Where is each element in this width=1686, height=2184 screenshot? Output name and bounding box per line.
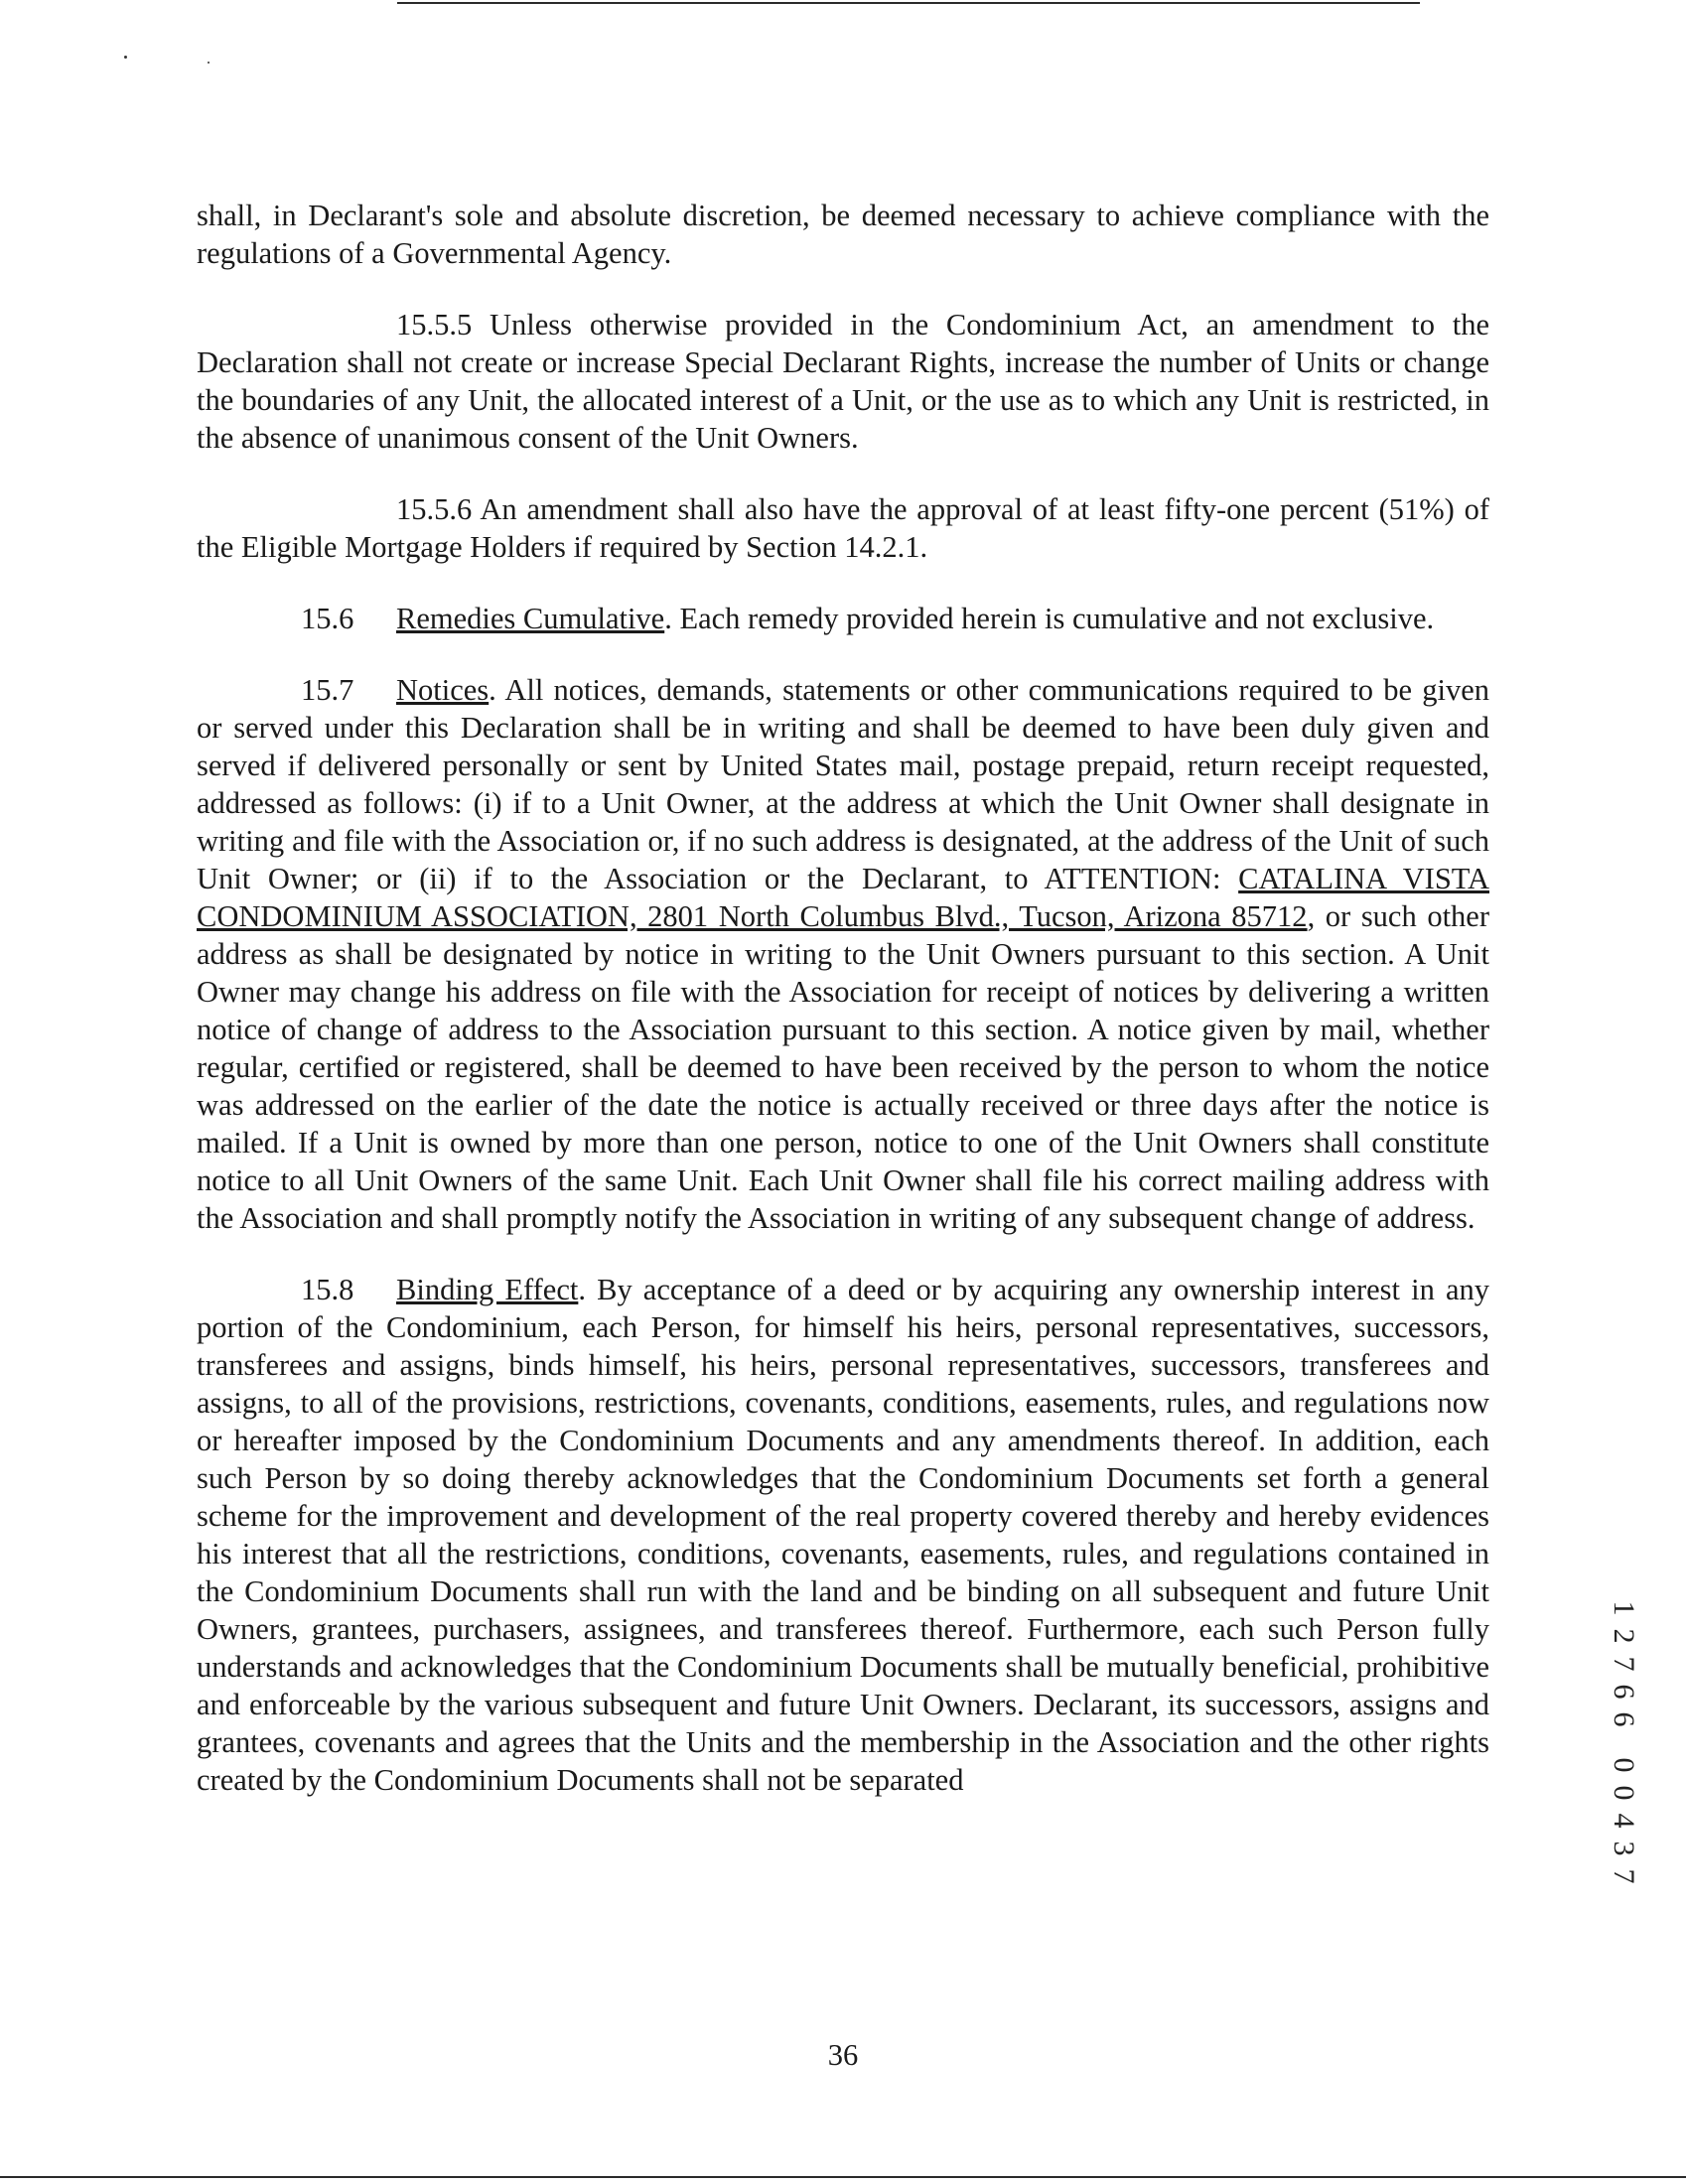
stamp-digit: 1	[1608, 1600, 1640, 1616]
section-body: . By acceptance of a deed or by acquiring any ownership interest in any portion of the Condominium, each Person, for himself his heirs, personal representatives, successors, transferees and assigns, binds himself, his heirs, personal representatives, successors, transferees and assigns, to all of the provisions, restrictions, covenants, conditions, easements, rules, and regulations now or hereafter imposed by the Condominium Documents and any amendments thereof. In addition, each such Person by so doing thereby acknowledges that the Condominium Documents set forth a general scheme for the improvement and development of the real property covered thereby and hereby evidences his interest that all the restrictions, conditions, covenants, easements, rules, and regulations contained in the Condominium Documents shall run with the land and be binding on all subsequent and future Unit Owners, grantees, purchasers, assignees, and transferees thereof. Furthermore, each such Person fully understands and acknowledges that the Condominium Documents shall be mutually beneficial, prohibitive and enforceable by the various subsequent and future Unit Owners. Declarant, its successors, assigns and grantees, covenants and agrees that the Units and the membership in the Association and the other rights created by the Condominium Documents shall not be separated	[197, 1273, 1490, 1797]
association-address: CATALINA VISTA CONDOMINIUM ASSOCIATION, 2801 North Columbus Blvd., Tucson, Arizona 85712	[197, 862, 1489, 933]
section-body: . Each remedy provided herein is cumulative and not exclusive.	[664, 602, 1435, 635]
scan-top-border	[397, 2, 1420, 4]
paragraph-15-5-6: 15.5.6 An amendment shall also have the approval of at least fifty-one percent (51%) of the Eligible Mortgage Holders if required by Section 14.2.1.	[197, 492, 1489, 564]
stamp-digit: 7	[1608, 1656, 1640, 1672]
section-number: 15.6	[301, 602, 354, 635]
section-heading: Binding Effect	[396, 1273, 579, 1306]
document-body	[197, 197, 1489, 1833]
paragraph-15-5-5: 15.5.5 Unless otherwise provided in the Condominium Act, an amendment to the Declaration shall not create or increase Special Declarant Rights, increase the number of Units or change the boundaries of any Unit, the allocated interest of a Unit, or the use as to which any Unit is restricted, in the absence of unanimous consent of the Unit Owners.	[197, 308, 1489, 455]
stamp-digit: 0	[1608, 1785, 1640, 1801]
page-number: 36	[827, 2038, 859, 2072]
stamp-digit: 4	[1608, 1813, 1640, 1829]
stamp-digit: 3	[1608, 1841, 1640, 1856]
paragraph-15-7	[197, 671, 1489, 1237]
recording-stamp	[1604, 1594, 1643, 1890]
stamp-digit: 7	[1608, 1868, 1640, 1884]
section-number: 15.7	[301, 673, 354, 707]
paragraph-continuation: shall, in Declarant's sole and absolute discretion, be deemed necessary to achieve compliance with the regulations of a Governmental Agency.	[197, 199, 1489, 270]
stamp-digit: 0	[1608, 1757, 1640, 1773]
scan-speck	[124, 56, 127, 59]
scan-speck	[208, 62, 210, 64]
section-heading: Notices	[396, 673, 490, 707]
section-number: 15.8	[301, 1273, 354, 1306]
paragraph-15-8	[197, 1271, 1489, 1799]
section-body-continued: , or such other address as shall be designated by notice in writing to the Unit Owners pursuant to this section. A Unit Owner may change his address on file with the Association for receipt of notices by delivering a written notice of change of address to the Association pursuant to this section. A notice given by mail, whether regular, certified or registered, shall be deemed to have been received by the person to whom the notice was addressed on the earlier of the date the notice is actually received or three days after the notice is mailed. If a Unit is owned by more than one person, notice to one of the Unit Owners shall constitute notice to all Unit Owners of the same Unit. Each Unit Owner shall file his correct mailing address with the Association and shall promptly notify the Association in writing of any subsequent change of address.	[197, 899, 1489, 1235]
paragraph-15-6	[197, 600, 1489, 637]
stamp-digit: 2	[1608, 1628, 1640, 1644]
section-body: . All notices, demands, statements or other communications required to be given or served under this Declaration shall be in writing and shall be deemed to have been duly given and served if delivered personally or sent by United States mail, postage prepaid, return receipt requested, addressed as follows: (i) if to a Unit Owner, at the address at which the Unit Owner shall designate in writing and file with the Association or, if no such address is designated, at the address of the Unit of such Unit Owner; or (ii) if to the Association or the Declarant, to ATTENTION:	[197, 673, 1489, 895]
section-heading: Remedies Cumulative	[396, 602, 665, 635]
stamp-digit: 6	[1608, 1711, 1640, 1727]
stamp-digit: 6	[1608, 1684, 1640, 1700]
scan-bottom-border	[0, 2176, 1686, 2178]
